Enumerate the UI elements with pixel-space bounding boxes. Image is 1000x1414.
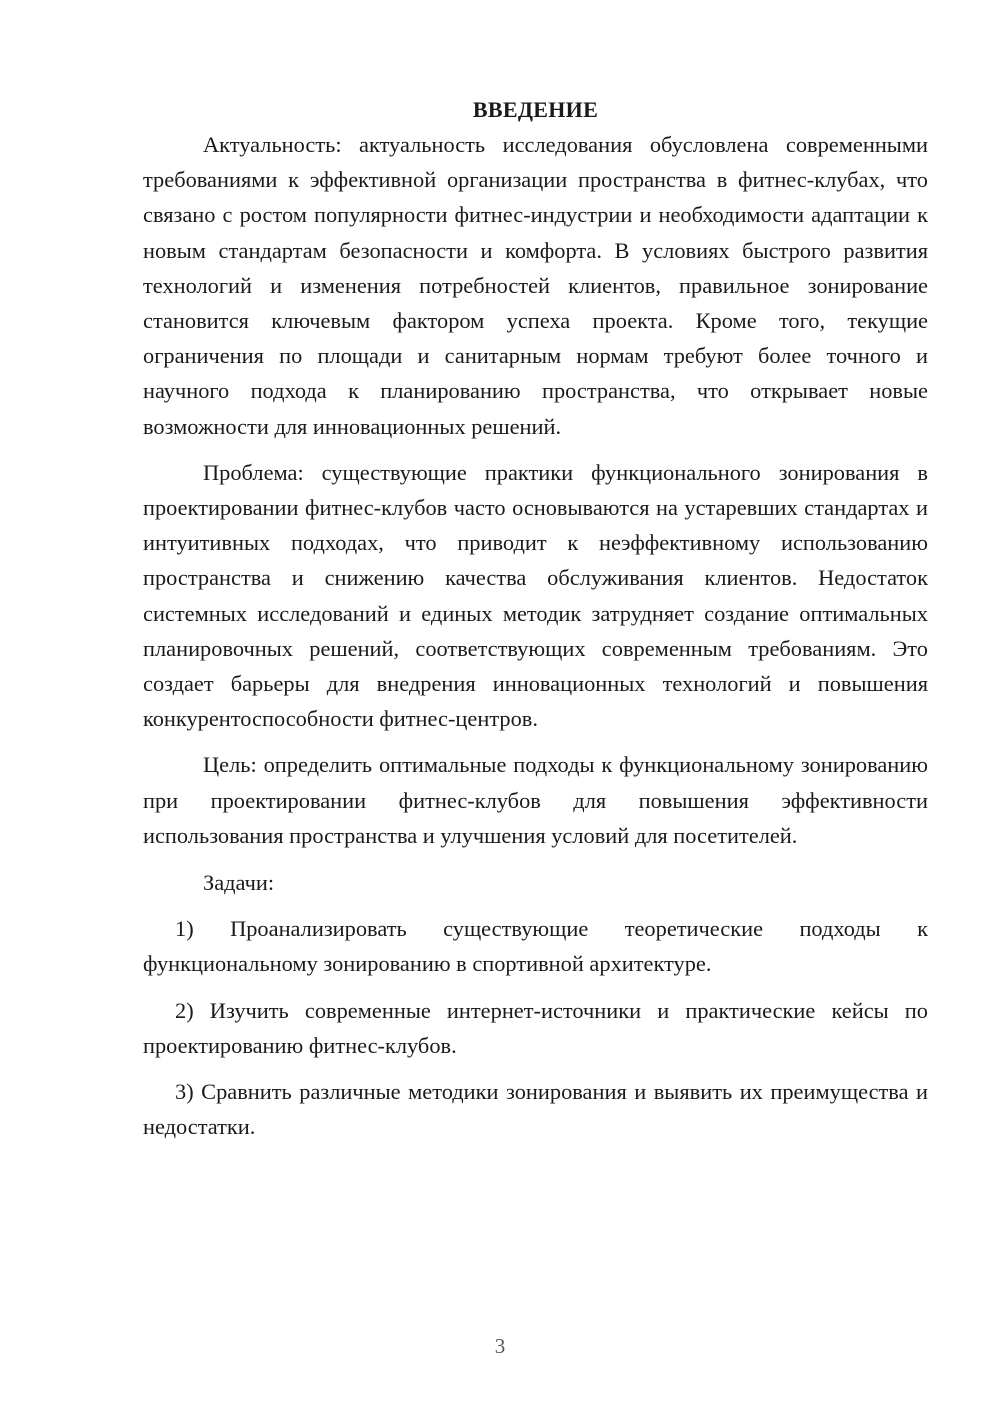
task-item-3: 3) Сравнить различные методики зонирования и выявить их преимущества и недостатки. bbox=[143, 1079, 928, 1140]
tasks-label: Задачи: bbox=[203, 870, 275, 896]
section-heading: ВВЕДЕНИЕ bbox=[472, 97, 599, 122]
task-item-1: 1) Проанализировать существующие теоретические подходы к функциональному зонированию в спортивной архитектуре. bbox=[143, 916, 928, 977]
page-number: 3 bbox=[494, 1334, 506, 1358]
goal-paragraph: Цель: определить оптимальные подходы к функциональному зонированию при проектировании фитнес-клубов для повышения эффективности использования пространства и улучшения условий для посетителей. bbox=[143, 752, 928, 848]
relevance-paragraph: Актуальность: актуальность исследования обусловлена современными требованиями к эффективной организации пространства в фитнес-клубах, что связано с ростом популярности фитнес-индустрии и необходимости адаптации к новым стандартам безопасности и комфорта. В условиях быстрого развития технологий и изменения потребностей клиентов, правильное зонирование становится ключевым фактором успеха проекта. Кроме того, текущие ограничения по площади и санитарным нормам требуют более точного и научного подхода к планированию пространства, что открывает новые возможности для инновационных решений. bbox=[143, 132, 928, 439]
problem-paragraph: Проблема: существующие практики функционального зонирования в проектировании фитнес-клубов часто основываются на устаревших стандартах и интуитивных подходах, что приводит к неэффективному использованию пространства и снижению качества обслуживания клиентов. Недостаток системных исследований и единых методик затрудняет создание оптимальных планировочных решений, соответствующих современным требованиям. Это создает барьеры для внедрения инновационных технологий и повышения конкурентоспособности фитнес-центров. bbox=[143, 459, 928, 732]
task-item-2: 2) Изучить современные интернет-источники и практические кейсы по проектированию фитнес-клубов. bbox=[143, 997, 928, 1058]
document-page bbox=[143, 92, 928, 1144]
